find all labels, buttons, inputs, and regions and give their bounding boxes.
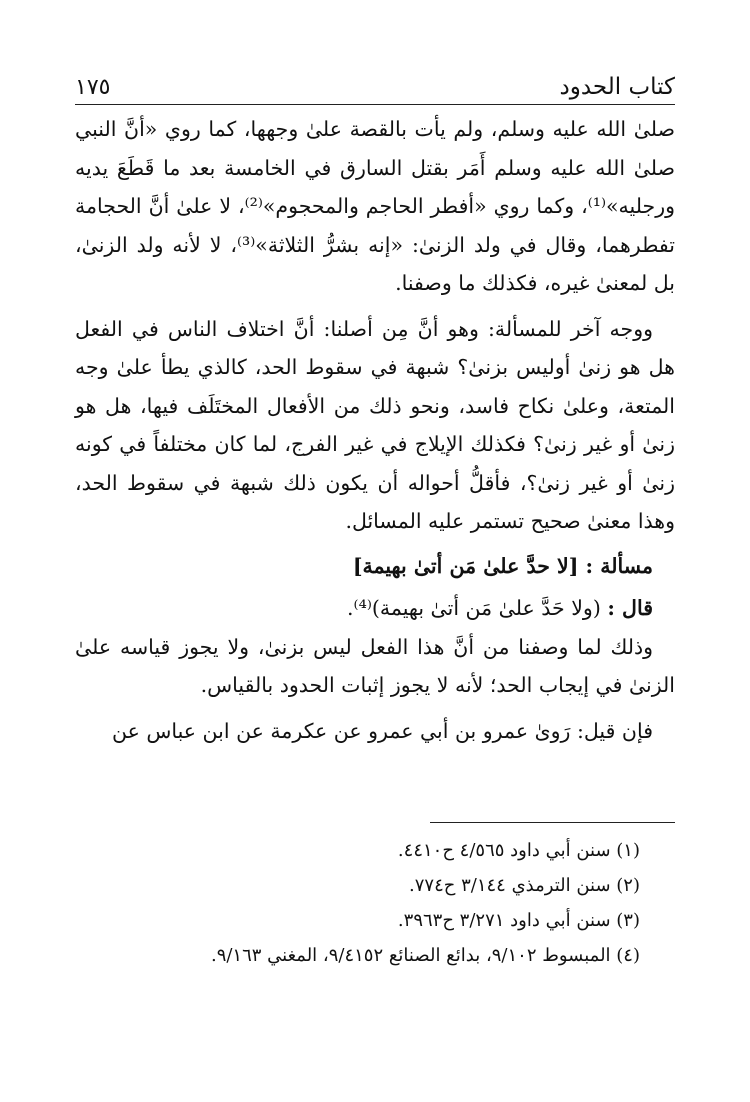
ruling-label: قال :	[607, 596, 653, 620]
issue-heading: مسألة : [لا حدَّ علىٰ مَن أتىٰ بهيمة]	[352, 553, 653, 578]
footnote: (٢) سنن الترمذي ٣/١٤٤ ح٧٧٤.	[409, 875, 640, 896]
footnote: (٣) سنن أبي داود ٣/٢٧١ ح٣٩٦٣.	[397, 910, 640, 931]
footnote-divider	[430, 822, 675, 823]
page-number: ١٧٥	[75, 75, 111, 100]
paragraph: صلىٰ الله عليه وسلم، ولم يأت بالقصة علىٰ وجهها، كما روي «أنَّ النبي صلىٰ الله عليه وسلم أَمَر بقتل السارق في الخامسة بعد ما قَطَعَ يديه ورجليه»⁽¹⁾، وكما روي «أفطر الحاجم والمحجوم»⁽²⁾، لا علىٰ أنَّ الحجامة تفطرهما، وقال في ولد الزنىٰ: «إنه بشرُّ الثلاثة»⁽³⁾، لا لأنه ولد الزنىٰ، بل لمعنىٰ غيره، فكذلك ما وصفنا.	[75, 117, 675, 295]
paragraph: فإن قيل: رَوىٰ عمرو بن أبي عمرو عن عكرمة عن ابن عباس عن	[112, 718, 653, 743]
running-title: كتاب الحدود	[559, 74, 675, 100]
page-header	[75, 64, 675, 105]
paragraph: ووجه آخر للمسألة: وهو أنَّ مِن أصلنا: أنَّ اختلاف الناس في الفعل هل هو زنىٰ أوليس بزنىٰ؟ شبهة في سقوط الحد، كالذي يطأ علىٰ وجه المتعة، وعلىٰ نكاح فاسد، ونحو ذلك من الأفعال المختَلَف فيها، هل هو زنىٰ أو غير زنىٰ؟ فكذلك الإيلاج في غير الفرج، لما كان مختلفاً في كونه زنىٰ أو غير زنىٰ؟، فأقلُّ أحواله أن يكون ذلك شبهة في سقوط الحد، وهذا معنىٰ صحيح تستمر عليه المسائل.	[75, 316, 675, 533]
paragraph: وذلك لما وصفنا من أنَّ هذا الفعل ليس بزنىٰ، ولا يجوز قياسه علىٰ الزنىٰ في إيجاب الحد؛ لأنه لا يجوز إثبات الحدود بالقياس.	[75, 634, 675, 697]
footnote: (١) سنن أبي داود ٤/٥٦٥ ح٤٤١٠.	[397, 840, 640, 861]
main-text	[75, 110, 675, 750]
footnotes	[75, 833, 640, 973]
ruling-line	[75, 589, 675, 628]
ruling-text: (ولا حَدَّ علىٰ مَن أتىٰ بهيمة)⁽⁴⁾.	[347, 596, 601, 620]
footnote: (٤) المبسوط ٩/١٠٢، بدائع الصنائع ٩/٤١٥٢، المغني ٩/١٦٣.	[210, 945, 640, 966]
